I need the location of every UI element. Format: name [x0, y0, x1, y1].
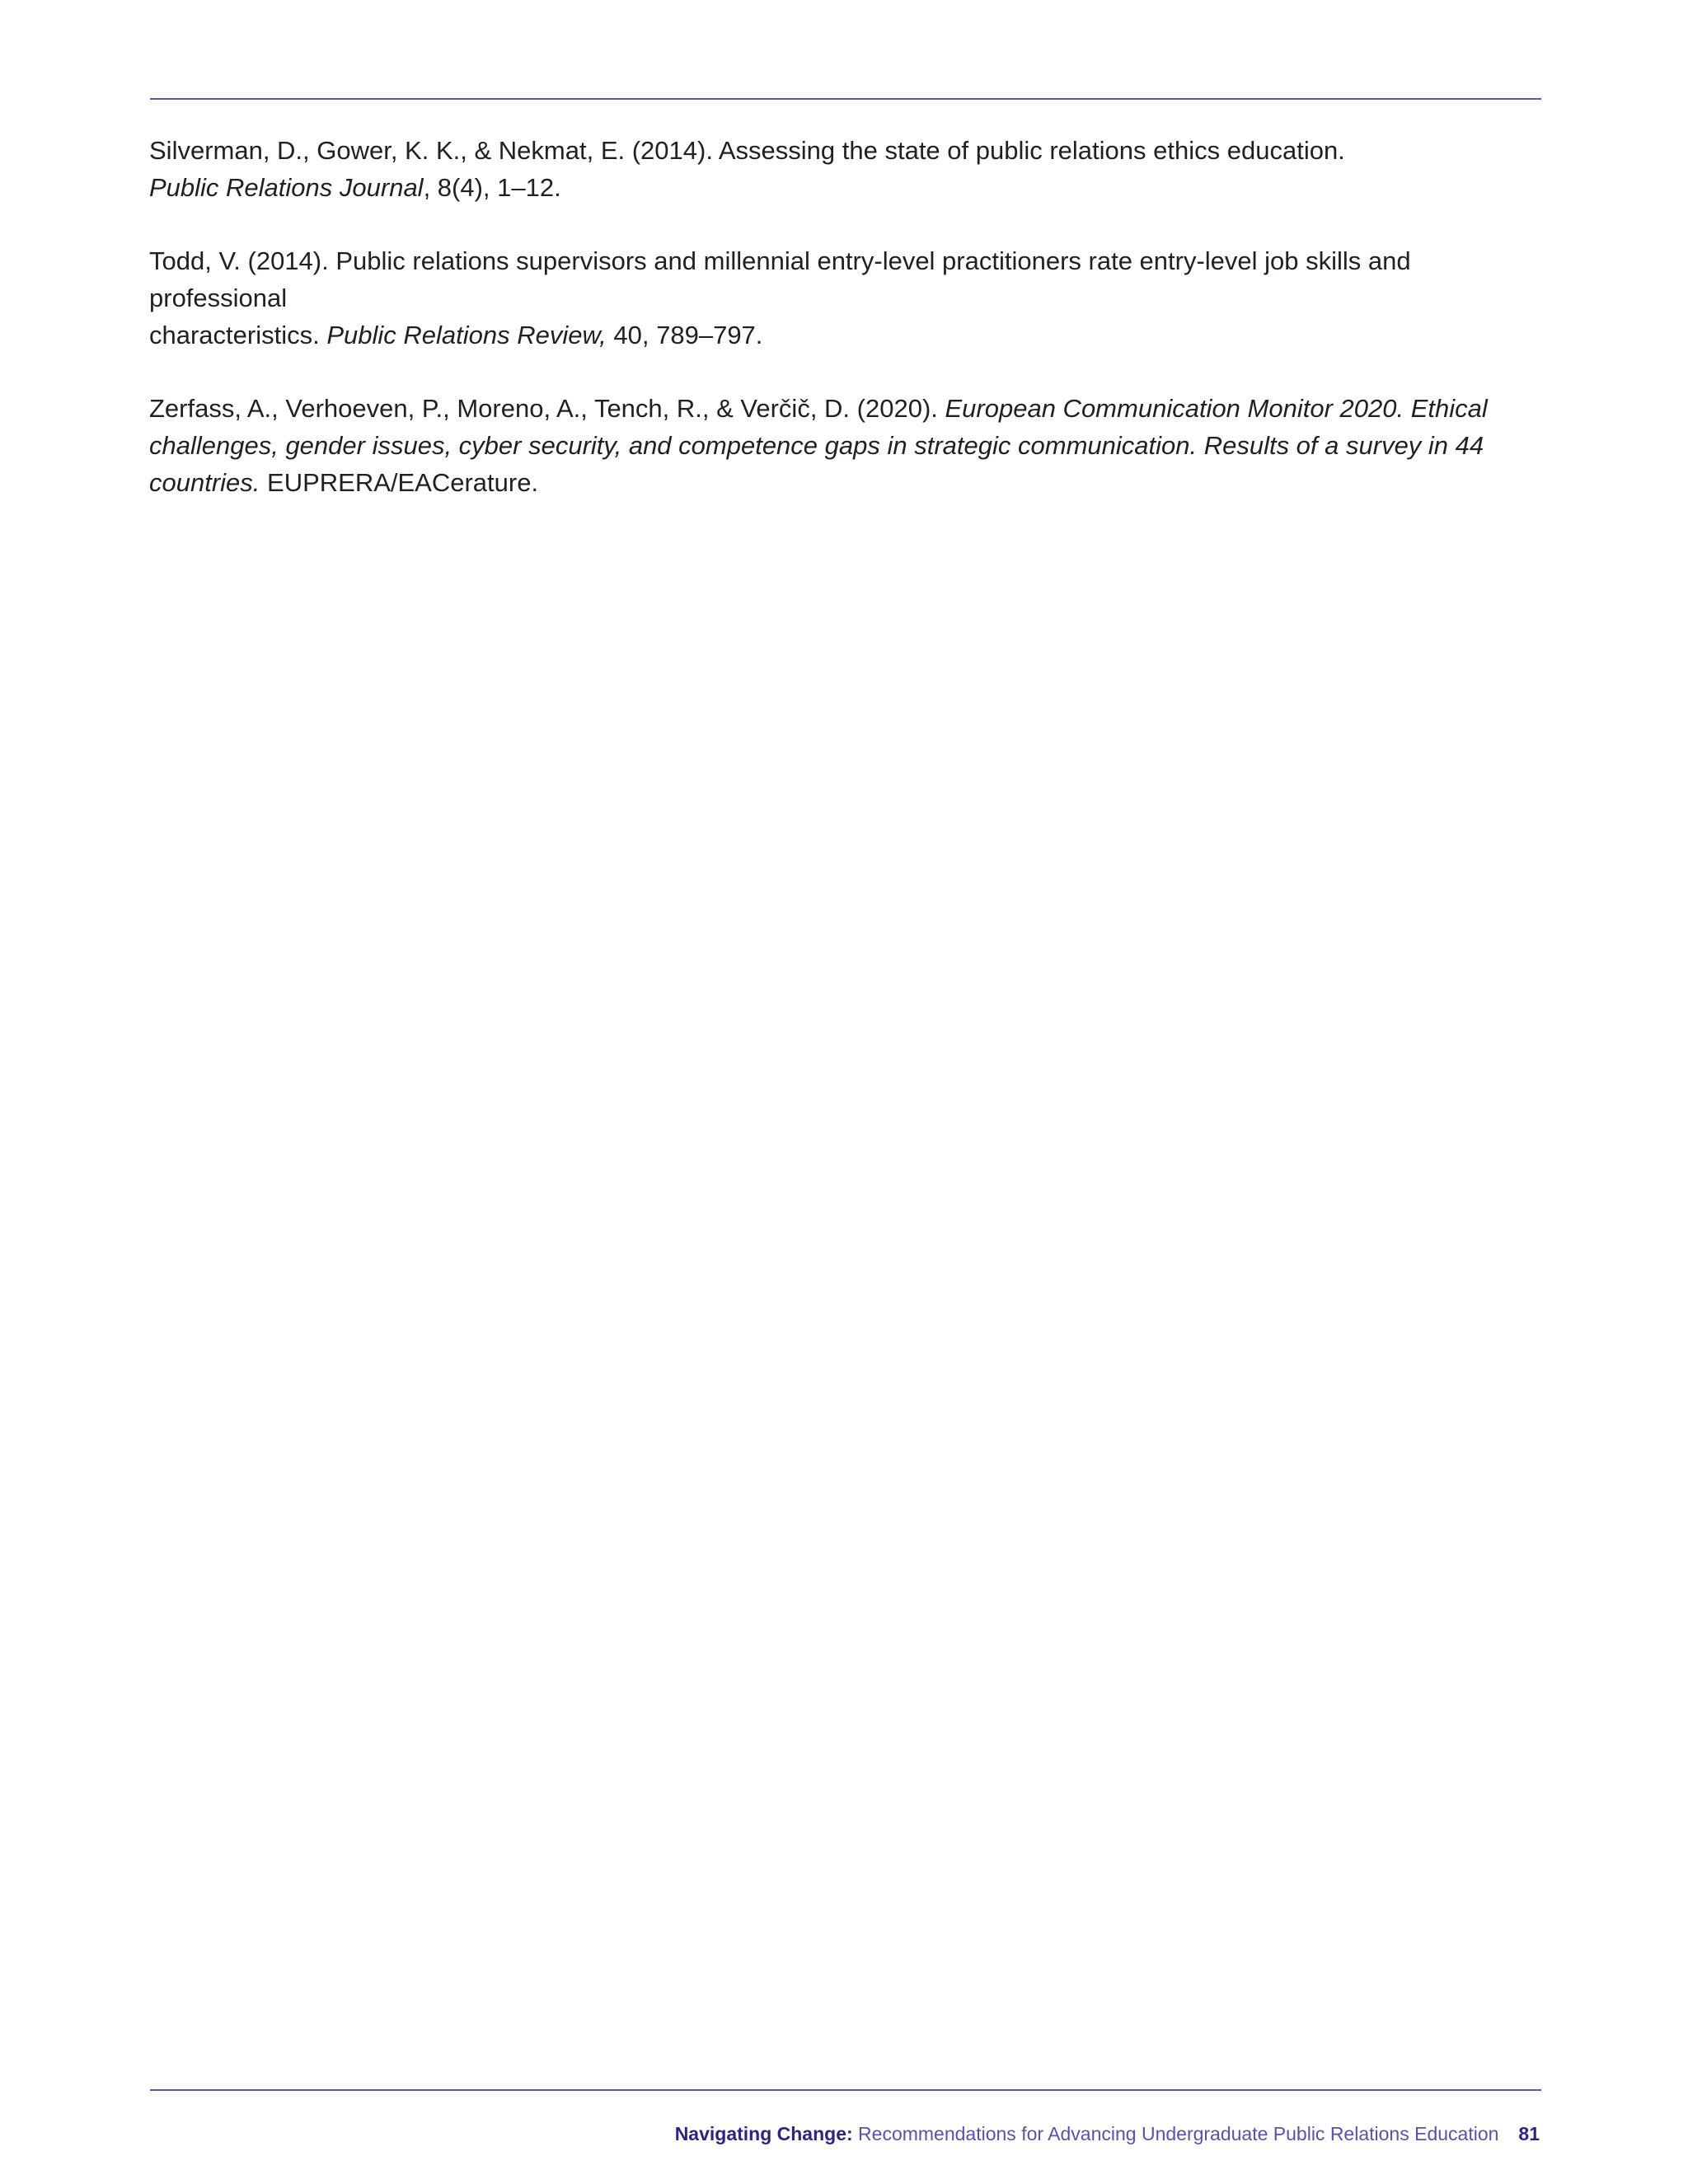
reference-entry: [149, 242, 1550, 354]
footer-publication-title: Navigating Change:: [674, 2123, 853, 2144]
page-footer: [675, 2121, 1540, 2146]
reference-line: [149, 316, 1550, 354]
reference-text: characteristics.: [149, 321, 327, 349]
reference-italic-text: Public Relations Review,: [326, 321, 607, 349]
reference-text: Silverman, D., Gower, K. K., & Nekmat, E. (2014). Assessing the state of public relations ethics education.: [149, 136, 1345, 165]
reference-text: EUPRERA/EACerature.: [260, 468, 539, 497]
reference-line: [149, 427, 1550, 464]
reference-line: [149, 169, 1550, 206]
footer-divider: [150, 2089, 1541, 2091]
reference-italic-text: countries.: [149, 468, 260, 497]
reference-line: [149, 242, 1550, 316]
reference-line: [149, 464, 1550, 501]
footer-publication-subtitle: Recommendations for Advancing Undergraduate Public Relations Education: [852, 2123, 1499, 2144]
reference-italic-text: Public Relations Journal: [149, 173, 424, 202]
reference-entry: [149, 132, 1550, 206]
reference-text: Zerfass, A., Verhoeven, P., Moreno, A., Tench, R., & Verčič, D. (2020).: [149, 394, 945, 423]
reference-italic-text: European Communication Monitor 2020. Ethical: [945, 394, 1488, 423]
reference-entry: [149, 390, 1550, 501]
reference-line: [149, 132, 1550, 169]
reference-text: , 8(4), 1–12.: [423, 173, 561, 202]
header-divider: [150, 98, 1541, 100]
reference-text: 40, 789–797.: [606, 321, 763, 349]
reference-list: [149, 132, 1550, 537]
reference-text: Todd, V. (2014). Public relations supervisors and millennial entry-level practitioners rate entry-level job skills and professional: [149, 246, 1411, 312]
reference-line: [149, 390, 1550, 427]
reference-italic-text: challenges, gender issues, cyber security, and competence gaps in strategic communication. Results of a survey in 44: [149, 431, 1484, 460]
page-number: 81: [1518, 2123, 1540, 2144]
